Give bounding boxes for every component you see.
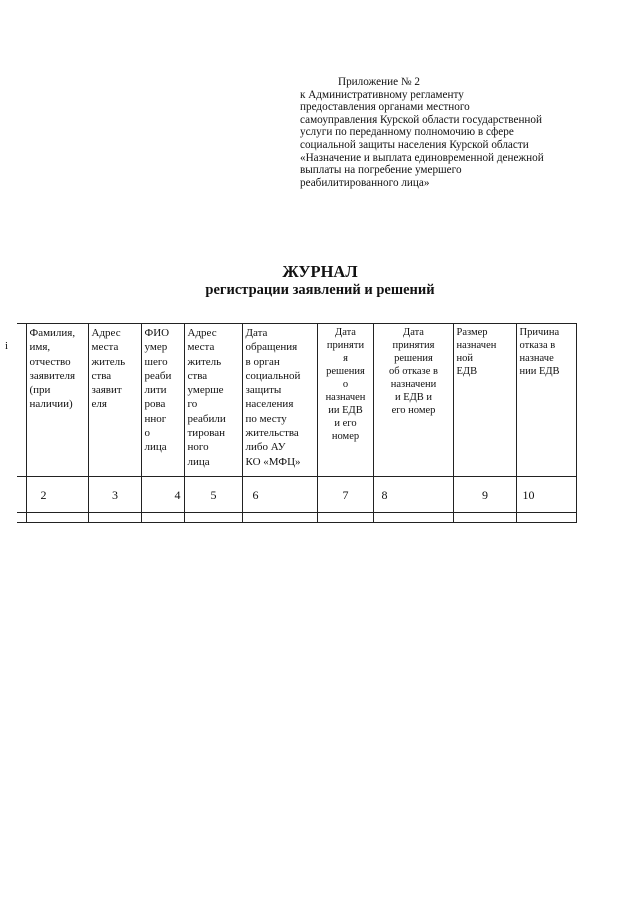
- document-title: ЖУРНАЛ: [282, 262, 358, 281]
- header-line: и его: [334, 418, 357, 429]
- header-line: шего: [144, 355, 168, 368]
- header-line: социальной: [245, 369, 301, 382]
- appendix-line: выплаты на погребение умершего: [300, 164, 462, 177]
- column-number-row: [17, 477, 576, 513]
- header-line: рова: [144, 398, 166, 411]
- header-line: тирован: [187, 427, 226, 440]
- header-line: и ЕДВ и: [394, 392, 433, 403]
- column-number: 5: [184, 477, 242, 513]
- column-number: 4: [141, 477, 184, 513]
- table-cell: [26, 513, 88, 523]
- header-line: нии ЕДВ: [519, 366, 560, 377]
- header-line: ного: [187, 441, 209, 454]
- header-line: (при: [29, 384, 51, 397]
- header-line: назначен: [456, 340, 497, 351]
- header-line: номер: [331, 431, 360, 442]
- header-application-date: [242, 324, 317, 477]
- header-line: еля: [91, 398, 107, 411]
- appendix-line: самоуправления Курской области государственной: [300, 113, 542, 126]
- table-cell: [184, 513, 242, 523]
- header-line: принятия: [392, 340, 435, 351]
- appendix-line: услуги по переданному полномочию в сфере: [300, 126, 514, 139]
- header-line: КО «МФЦ»: [245, 455, 301, 468]
- header-line: отчество: [29, 355, 71, 368]
- header-line: Фамилия,: [29, 327, 76, 339]
- header-deceased-address: [184, 324, 242, 477]
- header-line: места: [187, 341, 215, 354]
- header-applicant-address: [88, 324, 141, 477]
- header-line: лица: [187, 455, 210, 468]
- header-line: нног: [144, 412, 167, 425]
- document-subtitle: регистрации заявлений и решений: [205, 282, 435, 298]
- header-line: заявит: [91, 384, 122, 397]
- header-line: житель: [187, 355, 222, 368]
- header-line: реаби: [144, 369, 172, 382]
- header-line: лица: [144, 441, 167, 454]
- header-line: житель: [91, 355, 126, 368]
- header-line: Дата: [335, 327, 356, 338]
- appendix-line: реабилитированного лица»: [300, 176, 430, 189]
- header-line: Причина: [519, 327, 560, 338]
- header-line: ства: [91, 369, 112, 382]
- appendix-line: «Назначение и выплата единовременной денежной: [300, 151, 544, 164]
- table-cell: [373, 513, 453, 523]
- column-number: 7: [317, 477, 373, 513]
- table-cell: [453, 513, 516, 523]
- header-line: Адрес: [91, 327, 121, 339]
- header-line: имя,: [29, 341, 51, 354]
- first-column-mark: і: [5, 340, 9, 352]
- header-line: о: [144, 427, 150, 440]
- header-line: о: [342, 379, 349, 390]
- appendix-line: Приложение № 2: [338, 76, 420, 88]
- appendix-line: предоставления органами местного: [300, 101, 470, 114]
- header-refusal-reason: [516, 324, 576, 477]
- header-applicant-name: [26, 324, 88, 477]
- table-cell: [17, 477, 26, 513]
- header-line: назначе: [519, 353, 554, 364]
- table-cell: [141, 513, 184, 523]
- row-number-header: [17, 324, 26, 477]
- header-line: умерше: [187, 384, 224, 397]
- table-cell: [17, 513, 26, 523]
- header-line: назначени: [390, 379, 437, 390]
- header-line: ства: [187, 369, 208, 382]
- header-line: Дата: [403, 327, 424, 338]
- table-row: [17, 513, 576, 523]
- header-line: места: [91, 341, 119, 354]
- column-number: 6: [242, 477, 317, 513]
- appendix-line: к Административному регламенту: [300, 88, 464, 101]
- header-line: я: [343, 353, 348, 364]
- header-line: об отказе в: [389, 366, 438, 377]
- header-line: в орган: [245, 355, 280, 368]
- table-cell: [317, 513, 373, 523]
- header-line: Размер: [456, 327, 488, 338]
- header-line: жительства: [245, 427, 299, 440]
- header-line: назначен: [325, 392, 366, 403]
- header-line: умер: [144, 341, 168, 354]
- header-line: отказа в: [519, 340, 556, 351]
- column-number: 10: [516, 477, 576, 513]
- header-line: заявителя: [29, 369, 76, 382]
- header-payment-amount: [453, 324, 516, 477]
- header-line: Дата: [245, 327, 268, 339]
- header-line: обращения: [245, 341, 298, 354]
- header-line: защиты: [245, 384, 282, 397]
- table-cell: [516, 513, 576, 523]
- header-line: реабили: [187, 412, 226, 425]
- header-line: ной: [456, 353, 473, 364]
- journal-table: [17, 323, 577, 523]
- header-line: решения: [394, 353, 433, 364]
- header-line: наличии): [29, 398, 73, 411]
- column-number: 9: [453, 477, 516, 513]
- header-line: ФИО: [144, 327, 170, 339]
- header-line: ЕДВ: [456, 366, 478, 377]
- header-refusal-decision: [373, 324, 453, 477]
- header-line: Адрес: [187, 327, 217, 339]
- header-line: либо АУ: [245, 441, 286, 454]
- header-line: приняти: [326, 340, 365, 351]
- header-row: [17, 324, 576, 477]
- header-line: лити: [144, 384, 167, 397]
- header-line: решения: [326, 366, 365, 377]
- column-number: 2: [26, 477, 88, 513]
- header-deceased-name: [141, 324, 184, 477]
- column-number: 8: [373, 477, 453, 513]
- header-line: ии ЕДВ: [328, 405, 363, 416]
- appendix-block: [300, 76, 600, 189]
- header-line: населения: [245, 398, 294, 411]
- table-cell: [88, 513, 141, 523]
- header-grant-decision: [317, 324, 373, 477]
- header-line: по месту: [245, 412, 287, 425]
- header-line: го: [187, 398, 198, 411]
- column-number: 3: [88, 477, 141, 513]
- header-line: его номер: [391, 405, 436, 416]
- table-cell: [242, 513, 317, 523]
- appendix-line: социальной защиты населения Курской области: [300, 138, 529, 151]
